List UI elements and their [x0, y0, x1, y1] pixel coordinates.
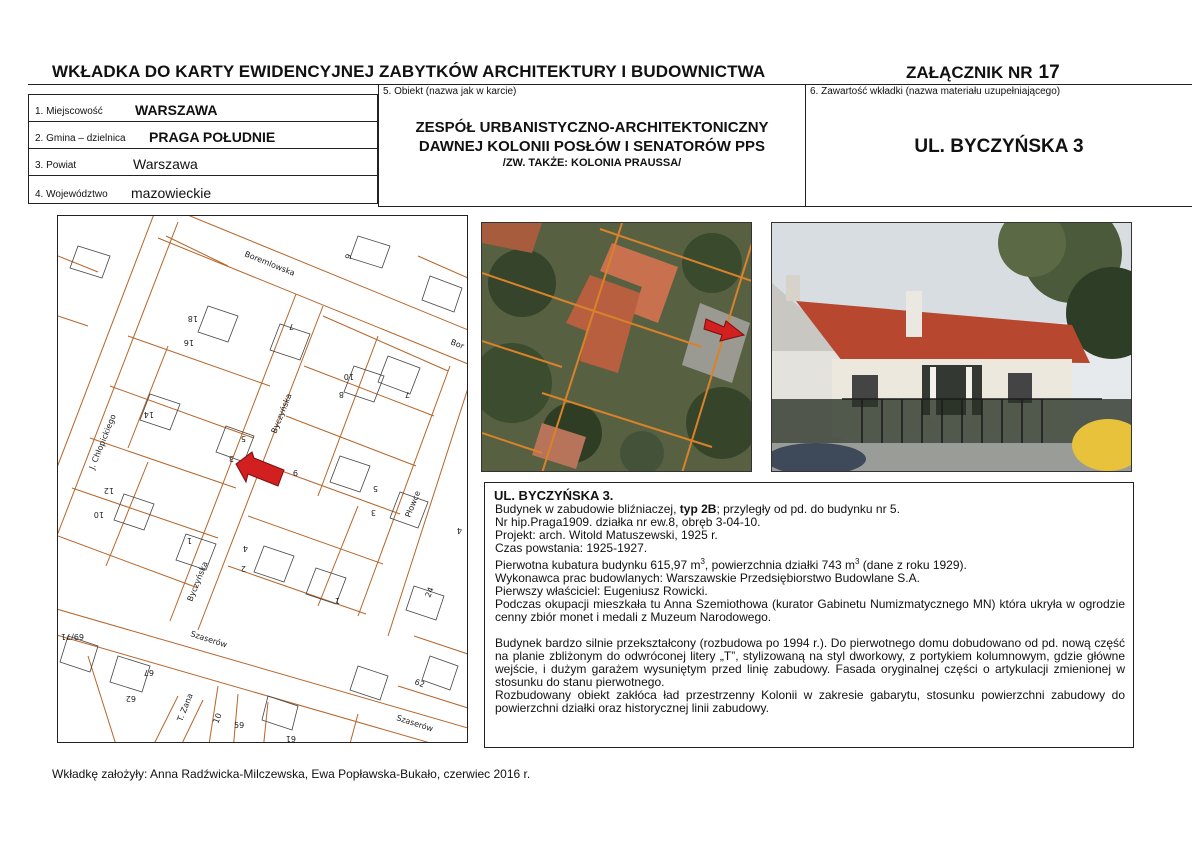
- map-label-number: 4: [242, 544, 248, 553]
- object-name: [384, 118, 800, 156]
- aerial-photo-drawing: [482, 223, 752, 472]
- location-info-box: [28, 94, 378, 204]
- map-label-number: 62: [125, 694, 136, 703]
- annex-number: 17: [1038, 62, 1060, 83]
- map-label-number: 10: [93, 510, 104, 519]
- map-label-number: 69/71: [60, 632, 84, 641]
- description-line-owner: Pierwszy właściciel: Eugeniusz Rowicki.: [495, 584, 708, 598]
- contents-label: 6. Zawartość wkładki (nazwa materiału uzupełniającego): [810, 86, 1061, 97]
- object-subtitle: /ZW. TAKŻE: KOLONIA PRAUSSA/: [502, 157, 682, 169]
- description-line-date: Czas powstania: 1925-1927.: [495, 541, 648, 555]
- map-label-number: 1: [334, 596, 340, 605]
- map-label-number: 7: [404, 390, 410, 399]
- info-value: Warszawa: [133, 156, 198, 172]
- map-label-number: 10: [211, 711, 224, 725]
- info-value: WARSZAWA: [135, 102, 218, 118]
- description-box: [484, 482, 1134, 748]
- map-label-number: 5: [240, 434, 246, 443]
- map-label-number: 62: [413, 677, 426, 690]
- description-line-contractor: Wykonawca prac budowlanych: Warszawskie Przedsiębiorstwo Budowlane S.A.: [495, 571, 920, 585]
- map-label-number: 8: [338, 390, 344, 399]
- map-label-number: 9: [343, 252, 354, 261]
- map-label-number: 18: [187, 314, 198, 323]
- header-bottom-rule: [378, 206, 1192, 207]
- location-arrow-icon: [236, 452, 284, 486]
- type-text-bold: typ 2B: [679, 502, 717, 516]
- info-value: mazowieckie: [131, 185, 212, 201]
- info-label: 1. Miejscowość: [35, 106, 103, 117]
- map-label-number: 3: [228, 454, 234, 463]
- map-drawing: [58, 216, 468, 743]
- map-label-number: 2: [240, 564, 246, 573]
- map-label-number: 4: [456, 526, 462, 535]
- info-row-county: [29, 149, 377, 176]
- map-label-street: Szaserów: [189, 629, 229, 650]
- map-label-number: 14: [143, 410, 154, 419]
- map-label-street: T. Zana: [175, 692, 195, 723]
- info-row-city: [29, 95, 377, 122]
- description-line-occupation: Podczas okupacji mieszkała tu Anna Szemiothowa (kurator Gabinetu Numizmatycznego MN) która ukryła w ogrodzie cenny zbiór monet i medali z Muzeum Narodowego.: [495, 597, 1125, 624]
- map-label-number: 9: [292, 468, 298, 477]
- map-label-number: 1: [186, 536, 192, 545]
- info-row-voivodeship: [29, 176, 377, 204]
- aerial-photo: [481, 222, 752, 472]
- description-heading: UL. BYCZYŃSKA 3.: [494, 488, 614, 503]
- map-label-street: J. Chłopickiego: [87, 412, 118, 471]
- map-label-number: 24: [423, 585, 436, 599]
- info-value: PRAGA POŁUDNIE: [149, 129, 276, 145]
- description-paragraph-impact: Rozbudowany obiekt zakłóca ład przestrzenny Kolonii w zakresie gabarytu, stosunku powierzchni zabudowy do powierzchni działki oraz historycznej linii zabudowy.: [495, 688, 1125, 715]
- map-label-number: 16: [183, 338, 194, 347]
- volume-text: Pierwotna kubatura budynku 615,97 m: [495, 558, 701, 572]
- volume-sup: 3: [700, 557, 705, 566]
- cadastral-map: [57, 215, 468, 743]
- divider-left: [378, 84, 379, 207]
- info-row-district: [29, 122, 377, 149]
- description-line-project: Projekt: arch. Witold Matuszewski, 1925 r.: [495, 528, 718, 542]
- document-title: WKŁADKA DO KARTY EWIDENCYJNEJ ZABYTKÓW ARCHITEKTURY I BUDOWNICTWA: [52, 62, 766, 81]
- authors-footer: Wkładkę założyły: Anna Radźwicka-Milczewska, Ewa Popławska-Bukało, czerwiec 2016 r.: [52, 767, 531, 781]
- map-label-number: 61: [285, 734, 296, 743]
- map-label-number: 3: [370, 508, 376, 517]
- type-text-pre: Budynek w zabudowie bliźniaczej,: [495, 502, 680, 516]
- area-text: , powierzchnia działki 743 m: [704, 558, 855, 572]
- map-label-street: Byczyńska: [269, 392, 294, 435]
- area-note: (dane z roku 1929).: [859, 558, 967, 572]
- info-label: 2. Gmina – dzielnica: [35, 133, 126, 144]
- street-photo: [771, 222, 1132, 472]
- object-name-line2: DAWNEJ KOLONII POSŁÓW I SENATORÓW PPS: [418, 138, 766, 155]
- map-label-number: 10: [343, 372, 354, 381]
- map-label-street: Szaserów: [395, 713, 435, 734]
- map-label-street: Płowce: [403, 489, 423, 519]
- street-photo-drawing: [772, 223, 1132, 472]
- map-label-number: 7: [288, 322, 294, 331]
- map-label-number: 5: [372, 484, 378, 493]
- map-label-street: Bor: [449, 337, 466, 351]
- description-line-parcel: Nr hip.Praga1909. działka nr ew.8, obręb 3-04-10.: [495, 515, 761, 529]
- map-label-street: Byczyńska: [185, 560, 210, 603]
- map-label-number: 59: [234, 721, 245, 730]
- area-sup: 3: [855, 557, 860, 566]
- info-label: 4. Województwo: [35, 189, 108, 200]
- description-paragraph-rebuild: Budynek bardzo silnie przekształcony (rozbudowa po 1994 r.). Do pierwotnego domu dobudowano od pd. nową część na planie zbliżonym do odwróconej litery „T”, stylizowaną na styl dworkowy, z portykiem kolumnowym, gdzie główne wejście, i dużym garażem wysuniętym przed linię zabudowy. Fasada oryginalnej części o artykulacji zmienionej w stosunku do stanu pierwotnego.: [495, 636, 1125, 689]
- description-line-volume: [495, 555, 1125, 572]
- map-label-number: 12: [103, 486, 114, 495]
- map-label-street: Boremlowska: [243, 249, 297, 278]
- header-rule: [28, 84, 1192, 85]
- object-label: 5. Obiekt (nazwa jak w karcie): [383, 86, 517, 97]
- contents-value: UL. BYCZYŃSKA 3: [914, 136, 1084, 157]
- object-name-line1: ZESPÓŁ URBANISTYCZNO-ARCHITEKTONICZNY: [415, 119, 769, 136]
- map-label-number: 67: [143, 668, 154, 677]
- type-text-post: ; przyległy od pd. do budynku nr 5.: [716, 502, 900, 516]
- annex-label-text: ZAŁĄCZNIK NR: [906, 63, 1033, 82]
- info-label: 3. Powiat: [35, 160, 77, 171]
- annex-label: [906, 62, 1060, 84]
